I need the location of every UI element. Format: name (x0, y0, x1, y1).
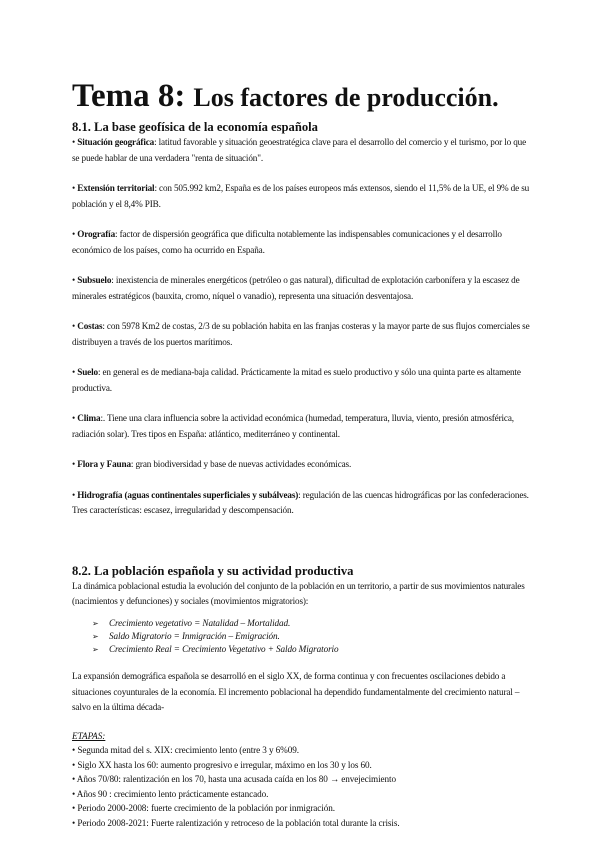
formula-text: Crecimiento vegetativo = Natalidad – Mortalidad. (109, 617, 291, 628)
term-orografia: Orografía (77, 229, 116, 239)
item-text: :. Tiene una clara influencia sobre la actividad económica (humedad, temperatura, lluvia, viento, presión atmosférica, radiación solar). Tres tipos en España: atlántico, mediterráneo y continental. (72, 413, 514, 439)
item-text: : con 5978 Km2 de costas, 2/3 de su población habita en las franjas costeras y la mayor parte de sus flujos comerciales se distribuyen a través de los puertos marítimos. (72, 321, 530, 347)
list-item-situacion (72, 135, 532, 166)
etapa-item: • Años 70/80: ralentización en los 70, hasta una acusada caída en los 80 → envejecimiento (72, 774, 396, 785)
list-item-hidrografia (72, 488, 532, 519)
term-costas: Costas (77, 321, 103, 331)
bullet: • (72, 137, 76, 147)
arrow-bullet-icon: ➢ (92, 631, 99, 641)
bullet: • (72, 489, 76, 500)
arrow-bullet-icon: ➢ (92, 618, 99, 628)
etapa-item: • Periodo 2008-2021: Fuerte ralentización y retroceso de la población total durante la crisis. (72, 817, 400, 828)
section-heading-8-1: 8.1. La base geofísica de la economía española (72, 120, 318, 134)
formula-text: Saldo Migratorio = Inmigración – Emigración. (109, 630, 280, 641)
arrow-bullet-icon: ➢ (92, 644, 99, 654)
list-item-clima (72, 411, 532, 442)
term-extension: Extensión territorial (77, 183, 155, 193)
bullet: • (72, 321, 76, 331)
formula-item (92, 630, 532, 643)
formula-text: Crecimiento Real = Crecimiento Vegetativo + Saldo Migratorio (109, 643, 339, 654)
expansion-paragraph: La expansión demográfica española se desarrolló en el siglo XX, de forma continua y con frecuentes oscilaciones debido a situaciones coyunturales de la economía. El incremento poblacional ha dependido fundamentalmente del crecimiento natural – salvo en la última década- (72, 671, 520, 713)
etapa-item: • Siglo XX hasta los 60: aumento progresivo e irregular, máximo en los 30 y los 60. (72, 759, 372, 770)
list-item-extension (72, 181, 532, 212)
formula-list (72, 617, 532, 657)
page-title (72, 76, 532, 116)
item-text: : inexistencia de minerales energéticos (petróleo o gas natural), dificultad de explotación carbonífera y la escasez de minerales estratégicos (bauxita, cromo, níquel o vanadio), representa una situación desventajosa. (72, 275, 520, 301)
term-subsuelo: Subsuelo (77, 275, 112, 285)
etapas-list (72, 743, 532, 830)
bullet: • (72, 459, 76, 469)
etapa-item: • Periodo 2000-2008: fuerte crecimiento de la población por inmigración. (72, 803, 335, 814)
item-text: : latitud favorable y situación geoestratégica clave para el desarrollo del comercio y el turismo, por lo que se puede hablar de una verdadera "renta de situación". (72, 137, 527, 163)
bullet: • (72, 183, 76, 193)
formula-item (92, 643, 532, 656)
item-text: : factor de dispersión geográfica que dificulta notablemente las indispensables comunicaciones y el desarrollo económico de los países, como ha ocurrido en España. (72, 229, 502, 255)
list-item-costas (72, 319, 532, 350)
bullet: • (72, 413, 76, 423)
item-text: : gran biodiversidad y base de nuevas actividades económicas. (130, 459, 352, 469)
title-number: Tema 8: (72, 78, 186, 114)
term-clima: Clima (77, 413, 101, 423)
title-text: Los factores de producción. (193, 83, 499, 112)
etapa-item: • Segunda mitad del s. XIX: crecimiento lento (entre 3 y 6%09. (72, 745, 299, 756)
list-item-subsuelo (72, 273, 532, 304)
etapas-label: ETAPAS: (72, 730, 106, 741)
term-situacion: Situación geográfica (77, 137, 155, 147)
list-item-suelo (72, 365, 532, 396)
bullet: • (72, 367, 76, 377)
list-item-flora-fauna (72, 457, 532, 473)
section-heading-8-2: 8.2. La población española y su actividad productiva (72, 563, 354, 578)
document-page (72, 76, 532, 830)
bullet: • (72, 229, 76, 239)
item-text: : regulación de las cuencas hidrográficas por las confederaciones. Tres características: escasez, irregularidad y descompensación. (72, 489, 529, 515)
term-suelo: Suelo (77, 367, 98, 377)
term-flora-fauna: Flora y Fauna (77, 459, 131, 469)
section-8-1-items (72, 135, 532, 519)
list-item-orografia (72, 227, 532, 258)
item-text: : con 505.992 km2, España es de los países europeos más extensos, siendo el 11,5% de la UE, el 9% de su población y el 8,4% PIB. (72, 183, 530, 209)
formula-item (92, 617, 532, 630)
term-hidrografia: Hidrografía (aguas continentales superficiales y subálveas) (77, 489, 299, 500)
bullet: • (72, 275, 76, 285)
section-8-2-intro: La dinámica poblacional estudia la evolución del conjunto de la población en un territorio, a partir de sus movimientos naturales (nacimientos y defunciones) y sociales (movimientos migratorios): (72, 580, 525, 606)
etapa-item: • Años 90 : crecimiento lento prácticamente estancado. (72, 788, 269, 799)
item-text: : en general es de mediana-baja calidad. Prácticamente la mitad es suelo productivo y sólo una quinta parte es altamente productiva. (72, 367, 521, 393)
